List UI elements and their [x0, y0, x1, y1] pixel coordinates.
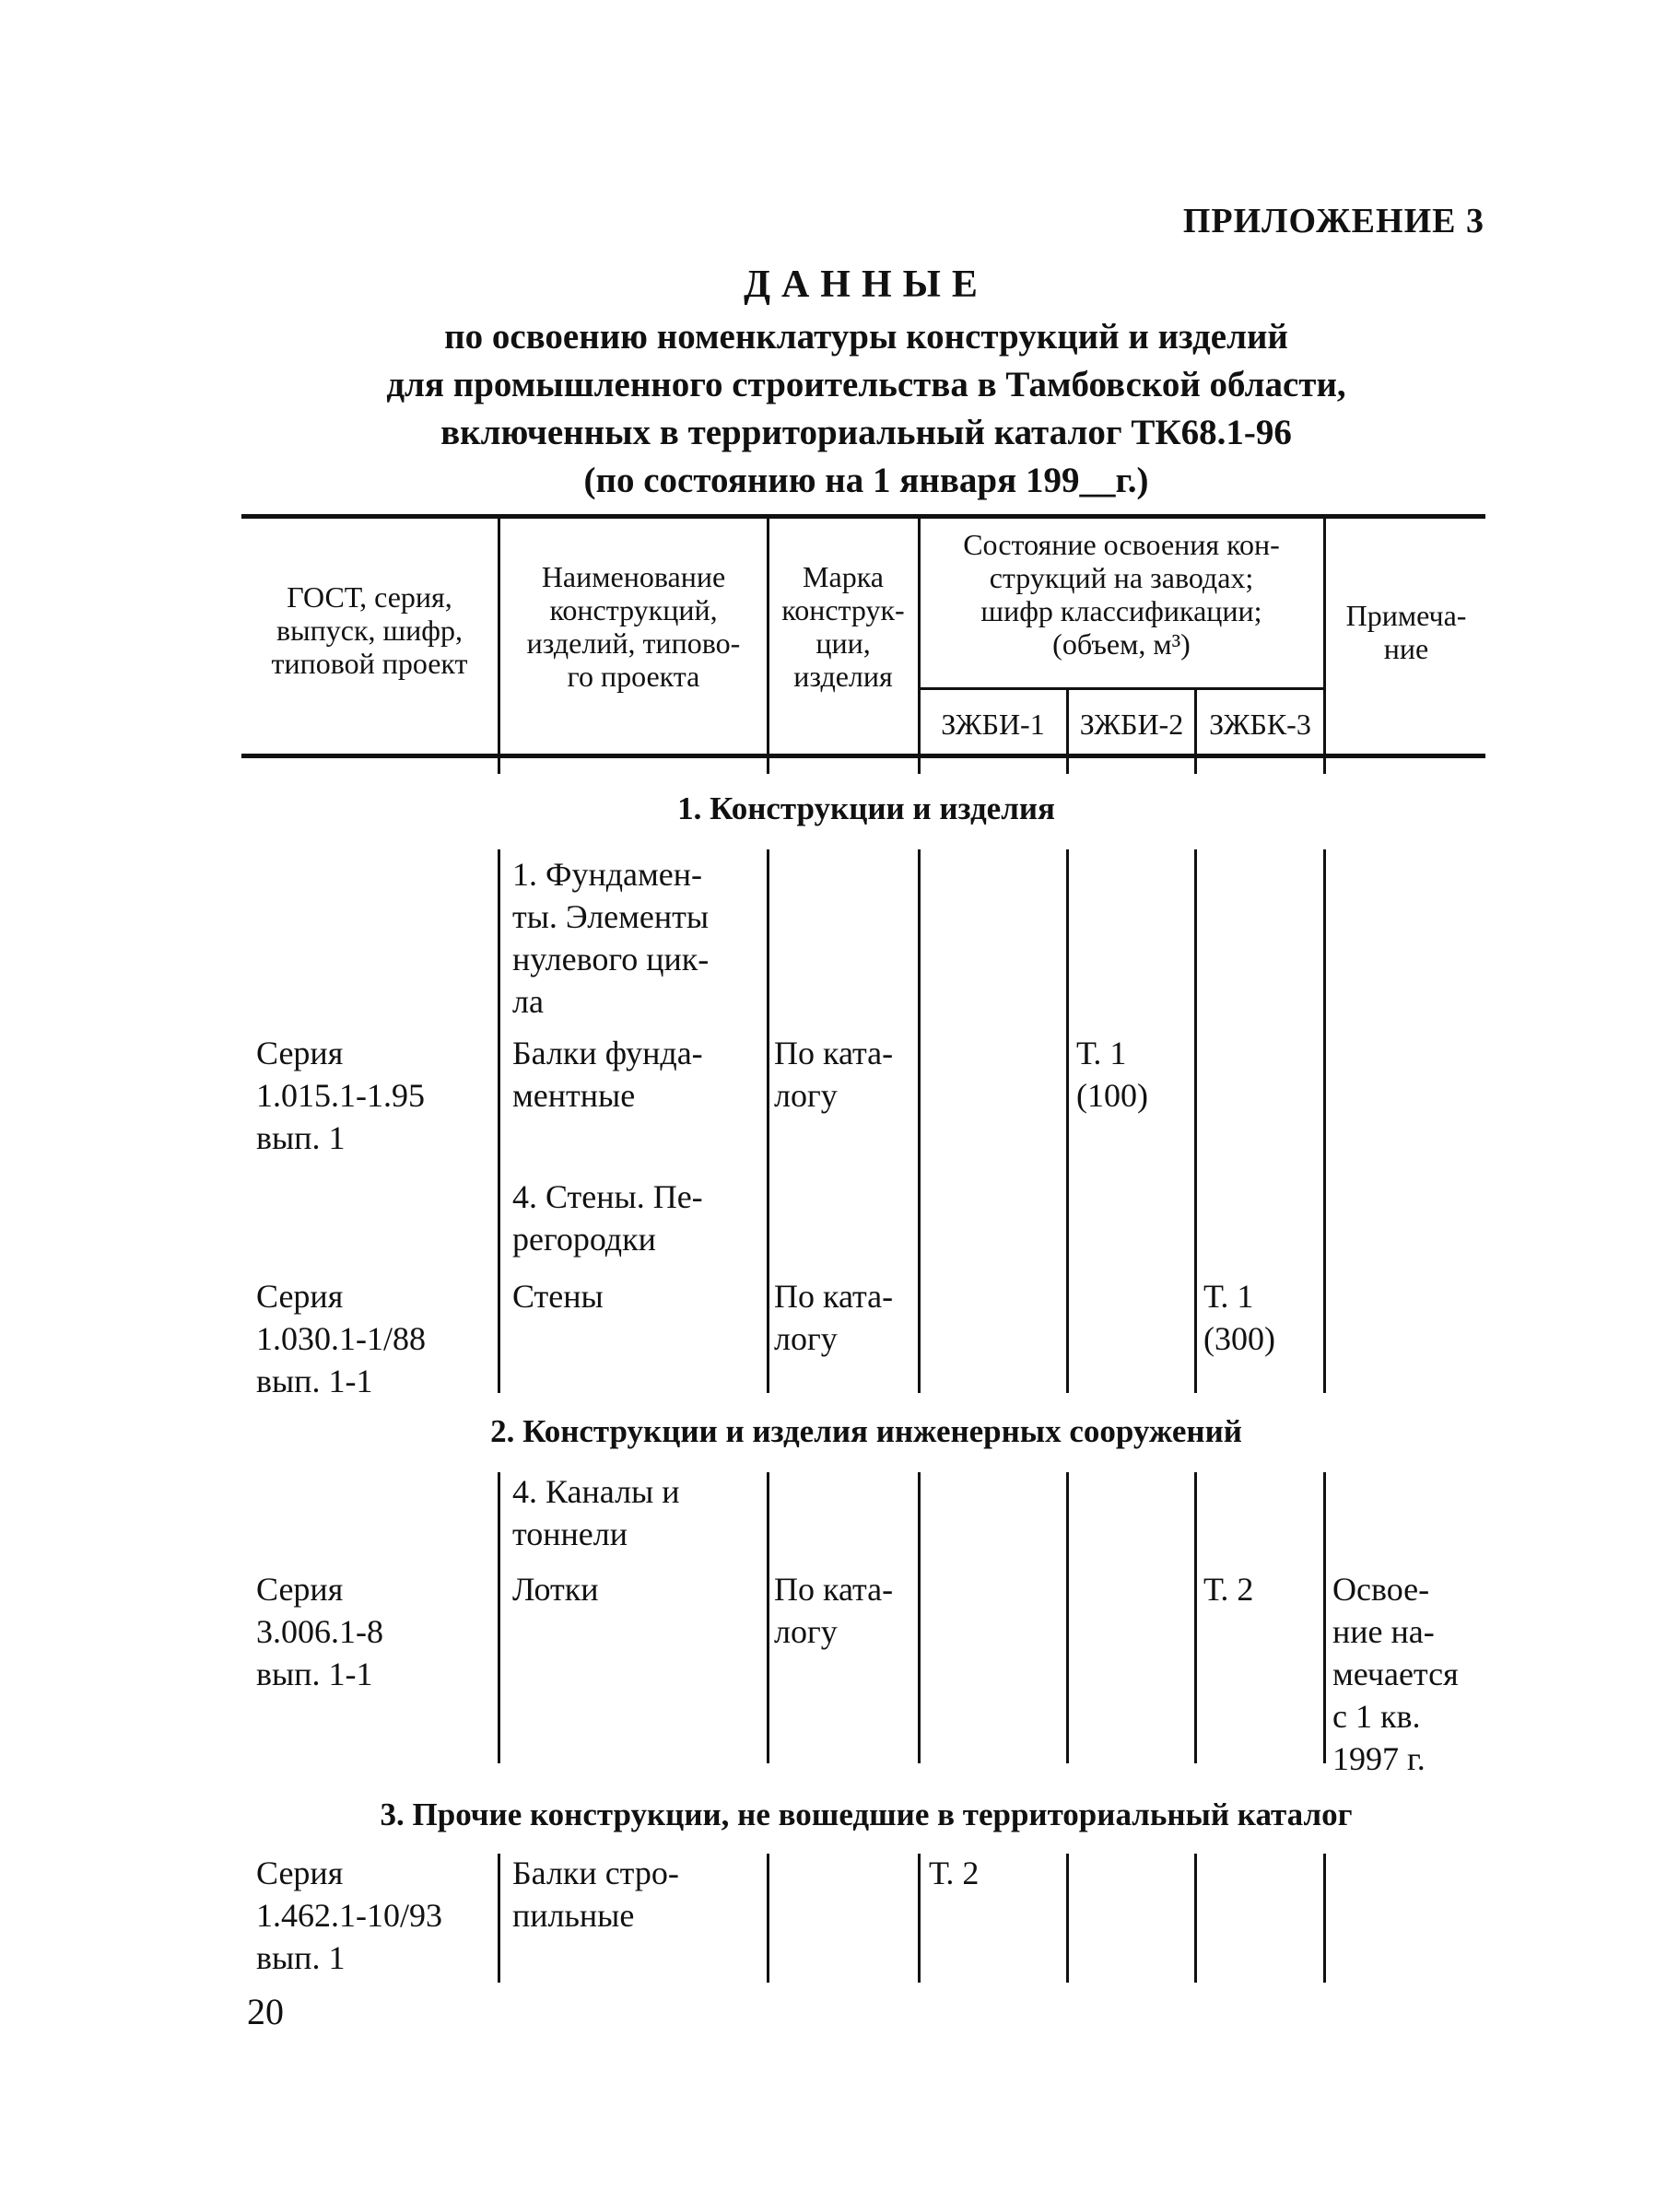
column-divider — [918, 1854, 921, 1983]
row3-mark: По ката- логу — [774, 1571, 894, 1650]
row3-name: Лотки — [512, 1571, 599, 1608]
column-divider — [767, 1854, 769, 1983]
row2-name: Стены — [512, 1278, 604, 1315]
column-divider — [498, 849, 500, 1393]
column-divider — [1323, 1472, 1326, 1763]
row4-name: Балки стро- пильные — [512, 1855, 679, 1934]
row2-mark: По ката- логу — [774, 1278, 894, 1357]
header-name: Наименование конструкций, изделий, типово- го проекта — [526, 560, 741, 693]
table-header-bottom-rule — [241, 754, 1485, 758]
page-number: 20 — [247, 1991, 284, 2032]
header-divider — [1323, 516, 1326, 774]
section-heading-2: 2. Конструкции и изделия инженерных сооружений — [490, 1413, 1242, 1449]
subtitle-line-3: включенных в территориальный каталог ТК68.1-96 — [440, 413, 1292, 452]
subtitle-line-4: (по состоянию на 1 января 199__г.) — [583, 461, 1149, 500]
header-mark: Марка конструк- ции, изделия — [781, 560, 905, 693]
row1-mark: По ката- логу — [774, 1035, 894, 1114]
column-divider — [1323, 849, 1326, 1393]
column-divider — [767, 1472, 769, 1763]
column-divider — [1194, 1854, 1197, 1983]
column-divider — [1066, 1472, 1069, 1763]
column-divider — [1066, 1854, 1069, 1983]
appendix-label: ПРИЛОЖЕНИЕ 3 — [1182, 202, 1484, 240]
column-divider — [1194, 1472, 1197, 1763]
header-zhbk-3: ЗЖБК-3 — [1209, 708, 1311, 741]
group-walls: 4. Стены. Пе- регородки — [512, 1178, 703, 1258]
row3-note: Освое- ние на- мечается с 1 кв. 1997 г. — [1332, 1571, 1459, 1777]
row4-zhbi-1: Т. 2 — [929, 1855, 980, 1891]
table-top-rule — [241, 514, 1485, 519]
header-gost: ГОСТ, серия, выпуск, шифр, типовой проект — [271, 580, 468, 680]
header-state: Состояние освоения кон- струкций на заводах; шифр классификации; (объем, м³) — [963, 528, 1280, 661]
subheader-rule — [918, 687, 1325, 690]
column-divider — [918, 849, 921, 1393]
group-channels: 4. Каналы и тоннели — [512, 1473, 680, 1552]
header-zhbi-2: ЗЖБИ-2 — [1079, 708, 1184, 741]
column-divider — [1323, 1854, 1326, 1983]
row1-zhbi-2: Т. 1 (100) — [1076, 1035, 1148, 1114]
section-heading-1: 1. Конструкции и изделия — [677, 790, 1055, 826]
row3-zhbk-3: Т. 2 — [1203, 1571, 1254, 1608]
column-divider — [498, 1472, 500, 1763]
row2-gost: Серия 1.030.1-1/88 вып. 1-1 — [256, 1278, 426, 1399]
row3-gost: Серия 3.006.1-8 вып. 1-1 — [256, 1571, 383, 1692]
subtitle-line-2: для промышленного строительства в Тамбовской области, — [386, 365, 1346, 404]
section-heading-3: 3. Прочие конструкции, не вошедшие в территориальный каталог — [380, 1797, 1353, 1832]
row1-gost: Серия 1.015.1-1.95 вып. 1 — [256, 1035, 425, 1156]
column-divider — [918, 1472, 921, 1763]
column-divider — [1066, 849, 1069, 1393]
subtitle-line-1: по освоению номенклатуры конструкций и изделий — [444, 317, 1288, 357]
document-title: ДАННЫЕ — [744, 263, 989, 306]
column-divider — [498, 1854, 500, 1983]
header-note: Примеча- ние — [1345, 599, 1467, 665]
row1-name: Балки фунда- ментные — [512, 1035, 703, 1114]
group-foundations: 1. Фундамен- ты. Элементы нулевого цик- ла — [512, 856, 710, 1020]
header-zhbi-1: ЗЖБИ-1 — [941, 708, 1045, 741]
column-divider — [767, 849, 769, 1393]
row4-gost: Серия 1.462.1-10/93 вып. 1 — [256, 1855, 442, 1976]
column-divider — [1194, 849, 1197, 1393]
header-divider — [498, 516, 500, 774]
row2-zhbk-3: Т. 1 (300) — [1203, 1278, 1275, 1357]
